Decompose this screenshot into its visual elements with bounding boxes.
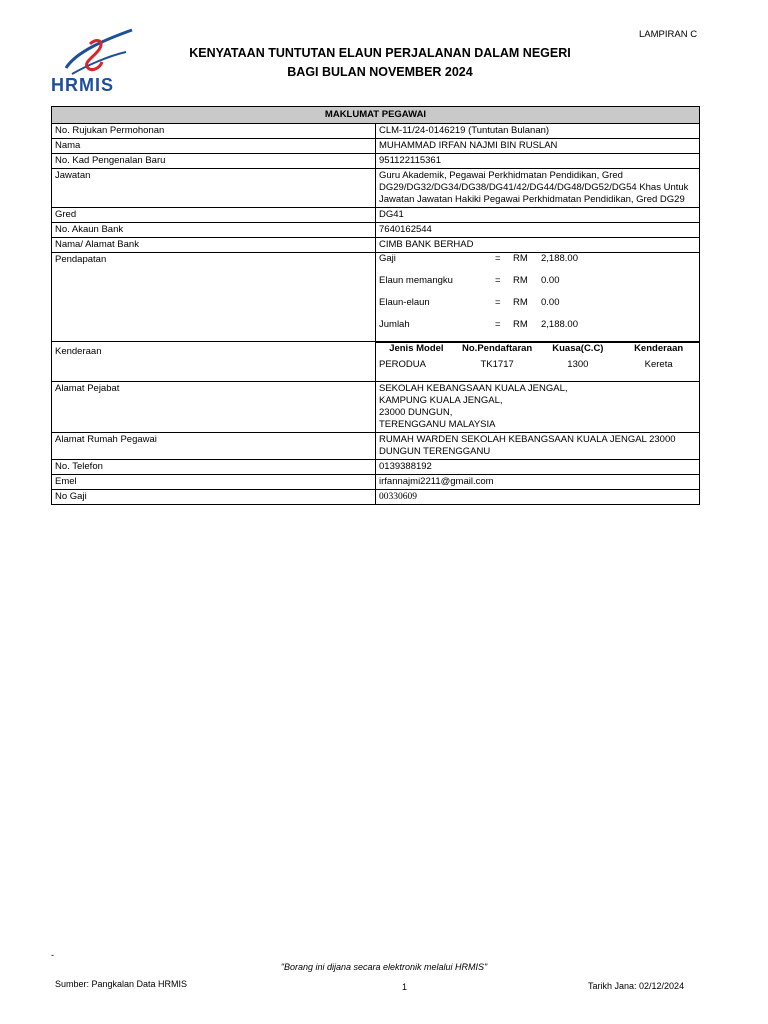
income-name: Elaun memangku [379, 275, 453, 286]
lampiran-label: LAMPIRAN C [639, 29, 698, 40]
income-item [376, 253, 699, 275]
income-name: Jumlah [379, 319, 410, 330]
vehicle-header: No.Pendaftaran [457, 343, 538, 359]
income-currency: RM [513, 297, 528, 308]
row-value: 0139388192 [376, 459, 700, 474]
table-row [52, 169, 700, 208]
row-label: Alamat Pejabat [52, 381, 376, 432]
income-amount: 2,188.00 [541, 319, 578, 330]
income-cell [376, 253, 700, 342]
row-value: CLM-11/24-0146219 (Tuntutan Bulanan) [376, 124, 700, 139]
row-label: Kenderaan [52, 342, 376, 382]
vehicle-header-row [376, 343, 699, 359]
table-row [52, 124, 700, 139]
income-eq: = [495, 275, 501, 286]
vehicle-row [52, 342, 700, 382]
office-address [376, 381, 700, 432]
row-label: Nama [52, 139, 376, 154]
row-value: irfannajmi2211@gmail.com [376, 474, 700, 489]
income-row [52, 253, 700, 342]
vehicle-header: Jenis Model [376, 343, 457, 359]
address-line: KAMPUNG KUALA JENGAL, [379, 394, 503, 406]
table-row [52, 459, 700, 474]
vehicle-header: Kuasa(C.C) [538, 343, 619, 359]
row-value: 7640162544 [376, 223, 700, 238]
table-row [52, 489, 700, 504]
vehicle-type: Kereta [644, 358, 673, 370]
section-header: MAKLUMAT PEGAWAI [52, 107, 700, 124]
row-label: Emel [52, 474, 376, 489]
address-line: 23000 DUNGUN, [379, 406, 453, 418]
row-value: 951122115361 [376, 154, 700, 169]
section-header-row [52, 107, 700, 124]
income-amount: 0.00 [541, 297, 560, 308]
income-eq: = [495, 319, 501, 330]
row-label: No. Rujukan Permohonan [52, 124, 376, 139]
employee-info-table [51, 106, 700, 505]
vehicle-data-row [376, 359, 699, 381]
row-label: Alamat Rumah Pegawai [52, 432, 376, 459]
income-eq: = [495, 253, 501, 264]
row-value: CIMB BANK BERHAD [376, 238, 700, 253]
vehicle-table [376, 342, 699, 381]
income-item [376, 319, 699, 341]
income-currency: RM [513, 253, 528, 264]
row-label: No. Akaun Bank [52, 223, 376, 238]
table-row [52, 139, 700, 154]
row-value: MUHAMMAD IRFAN NAJMI BIN RUSLAN [376, 139, 700, 154]
table-row [52, 238, 700, 253]
row-value: 00330609 [376, 489, 700, 504]
row-label: Pendapatan [52, 253, 376, 342]
row-label: No. Telefon [52, 459, 376, 474]
row-label: Jawatan [52, 169, 376, 208]
income-eq: = [495, 297, 501, 308]
row-value: DG41 [376, 208, 700, 223]
table-row [52, 381, 700, 432]
income-amount: 2,188.00 [541, 253, 578, 264]
income-currency: RM [513, 275, 528, 286]
income-name: Elaun-elaun [379, 297, 430, 308]
row-label: Gred [52, 208, 376, 223]
title-line-1: KENYATAAN TUNTUTAN ELAUN PERJALANAN DALAM NEGERI [189, 46, 571, 60]
page-number: 1 [402, 982, 408, 992]
row-value: RUMAH WARDEN SEKOLAH KEBANGSAAN KUALA JENGAL 23000 DUNGUN TERENGGANU [376, 432, 700, 459]
income-name: Gaji [379, 253, 396, 264]
vehicle-cell [376, 342, 700, 382]
page-title [100, 44, 660, 82]
income-table [376, 253, 699, 341]
table-row [52, 432, 700, 459]
row-value: Guru Akademik, Pegawai Perkhidmatan Pendidikan, Gred DG29/DG32/DG34/DG38/DG41/42/DG44/DG48/DG52/DG54 Khas Untuk Jawatan Jawatan Hakiki Pegawai Perkhidmatan Pendidikan, Gred DG29 [376, 169, 700, 208]
income-currency: RM [513, 319, 528, 330]
address-line: SEKOLAH KEBANGSAAN KUALA JENGAL, [379, 382, 568, 394]
footer-date: Tarikh Jana: 02/12/2024 [588, 981, 685, 991]
footer-note: "Borang ini dijana secara elektronik melalui HRMIS" [280, 962, 488, 972]
table-row [52, 154, 700, 169]
table-row [52, 208, 700, 223]
income-amount: 0.00 [541, 275, 560, 286]
income-item [376, 297, 699, 319]
row-label: No. Kad Pengenalan Baru [52, 154, 376, 169]
income-item [376, 275, 699, 297]
title-line-2: BAGI BULAN NOVEMBER 2024 [287, 65, 473, 79]
address-line: TERENGGANU MALAYSIA [379, 418, 496, 430]
row-label: Nama/ Alamat Bank [52, 238, 376, 253]
footer-dot: - [51, 950, 54, 960]
vehicle-cc: 1300 [567, 358, 589, 370]
row-label: No Gaji [52, 489, 376, 504]
table-row [52, 223, 700, 238]
vehicle-model: PERODUA [379, 358, 426, 370]
vehicle-plate: TK1717 [480, 358, 514, 370]
footer-source: Sumber: Pangkalan Data HRMIS [55, 979, 188, 989]
logo-text: HRMIS [51, 75, 114, 95]
vehicle-header: Kenderaan [618, 343, 699, 359]
table-row [52, 474, 700, 489]
